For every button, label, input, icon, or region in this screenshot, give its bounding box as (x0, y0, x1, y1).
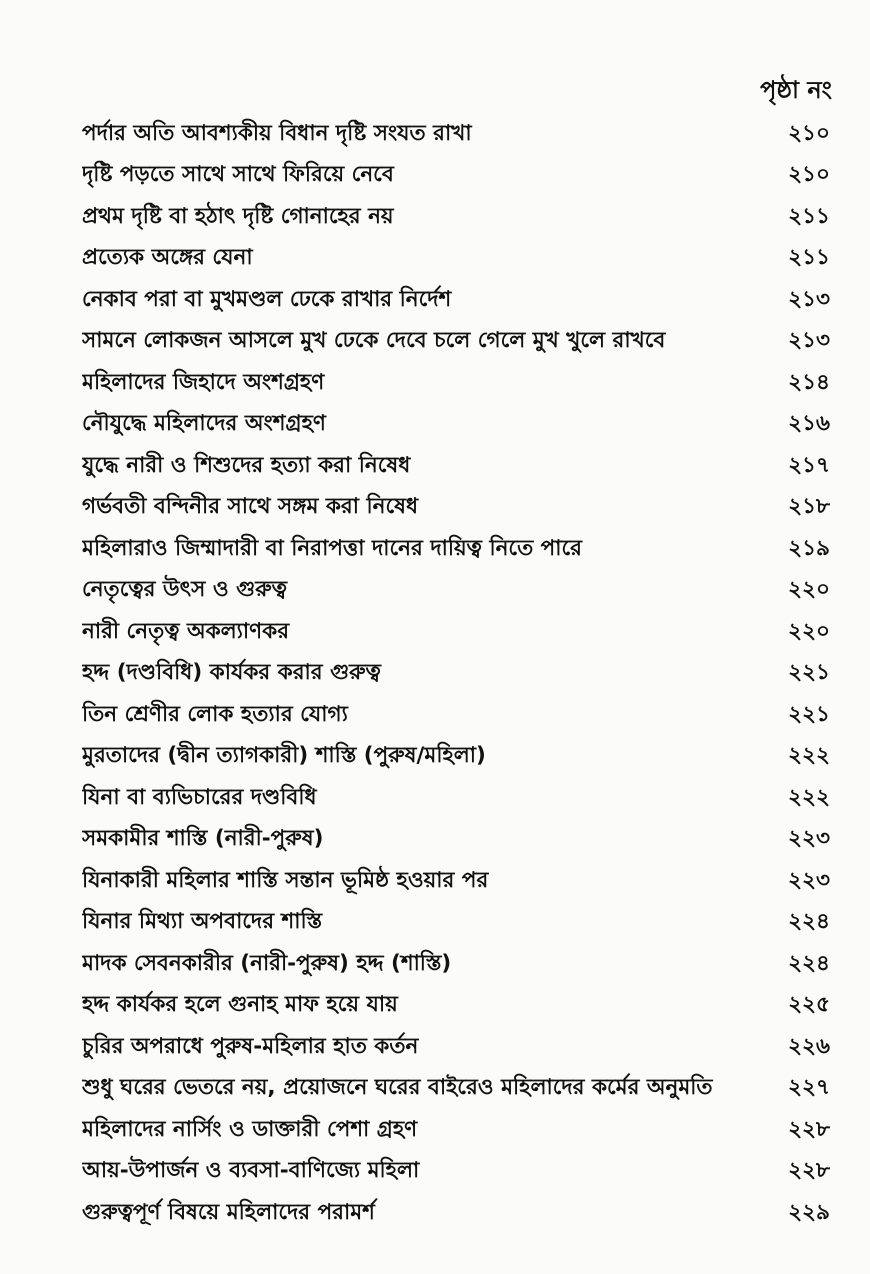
page-number-column-header: পৃষ্ঠা নং (760, 76, 832, 104)
toc-entry-page: ২২৭ (788, 1075, 830, 1101)
toc-row (82, 156, 830, 198)
toc-entry-title: প্রথম দৃষ্টি বা হঠাৎ দৃষ্টি গোনাহের নয় (82, 203, 394, 229)
toc-entry-title: যিনাকারী মহিলার শাস্তি সন্তান ভূমিষ্ঠ হওয়ার পর (82, 867, 489, 893)
toc-row (82, 612, 830, 654)
toc-entry-title: গর্ভবতী বন্দিনীর সাথে সঙ্গম করা নিষেধ (82, 494, 418, 520)
toc-entry-page: ২১৩ (788, 286, 830, 312)
toc-entry-title: মহিলাদের নার্সিং ও ডাক্তারী পেশা গ্রহণ (82, 1116, 418, 1142)
toc-entry-title: মহিলাদের জিহাদে অংশগ্রহণ (82, 369, 325, 395)
toc-row (82, 737, 830, 779)
toc-row (82, 322, 830, 364)
toc-entry-title: নেতৃত্বের উৎস ও গুরুত্ব (82, 577, 288, 603)
toc-row (82, 1152, 830, 1194)
toc-row (82, 197, 830, 239)
toc-entry-page: ২২০ (788, 577, 830, 603)
toc-entry-page: ২১৬ (788, 411, 830, 437)
toc-row (82, 695, 830, 737)
toc-entry-title: সামনে লোকজন আসলে মুখ ঢেকে দেবে চলে গেলে মুখ খুলে রাখবে (82, 328, 666, 354)
toc-row (82, 1069, 830, 1111)
toc-entry-page: ২২০ (788, 618, 830, 644)
toc-entry-title: চুরির অপরাধে পুরুষ-মহিলার হাত কর্তন (82, 1033, 419, 1059)
toc-row (82, 1110, 830, 1152)
toc-entry-page: ২২৬ (788, 1033, 830, 1059)
toc-entry-title: নারী নেতৃত্ব অকল্যাণকর (82, 618, 290, 644)
toc-entry-title: নৌযুদ্ধে মহিলাদের অংশগ্রহণ (82, 411, 326, 437)
toc-entry-title: মহিলারাও জিম্মাদারী বা নিরাপত্তা দানের দায়িত্ব নিতে পারে (82, 535, 582, 561)
toc-entry-title: দৃষ্টি পড়তে সাথে সাথে ফিরিয়ে নেবে (82, 162, 394, 188)
toc-entry-page: ২২২ (788, 784, 830, 810)
toc-entry-page: ২১৮ (788, 494, 830, 520)
toc-row (82, 903, 830, 945)
toc-entry-title: যিনা বা ব্যভিচারের দণ্ডবিধি (82, 784, 317, 810)
toc-row (82, 861, 830, 903)
toc-entry-title: গুরুত্বপূর্ণ বিষয়ে মহিলাদের পরামর্শ (82, 1199, 375, 1225)
toc-row (82, 405, 830, 447)
toc-entry-page: ২২২ (788, 743, 830, 769)
toc-entry-title: হদ্দ কার্যকর হলে গুনাহ মাফ হয়ে যায় (82, 992, 398, 1018)
toc-entry-title: শুধু ঘরের ভেতরে নয়, প্রয়োজনে ঘরের বাইরেও মহিলাদের কর্মের অনুমতি (82, 1075, 713, 1101)
toc-row (82, 654, 830, 696)
toc-entry-title: পর্দার অতি আবশ্যকীয় বিধান দৃষ্টি সংযত রাখা (82, 120, 472, 146)
toc-row (82, 778, 830, 820)
toc-entry-page: ২১১ (788, 245, 830, 271)
toc-entry-title: যিনার মিথ্যা অপবাদের শাস্তি (82, 909, 323, 935)
toc-entry-page: ২২১ (788, 660, 830, 686)
toc-row (82, 571, 830, 613)
toc-row (82, 239, 830, 281)
toc-entry-page: ২২৩ (788, 867, 830, 893)
toc-row (82, 114, 830, 156)
toc-entry-page: ২১৭ (788, 452, 830, 478)
toc-row (82, 1027, 830, 1069)
toc-row (82, 529, 830, 571)
toc-row (82, 488, 830, 530)
toc-entry-page: ২২৮ (788, 1158, 830, 1184)
table-of-contents (82, 114, 830, 1235)
toc-entry-title: হদ্দ (দণ্ডবিধি) কার্যকর করার গুরুত্ব (82, 660, 381, 686)
toc-entry-title: নেকাব পরা বা মুখমণ্ডল ঢেকে রাখার নির্দেশ (82, 286, 452, 312)
toc-entry-title: প্রত্যেক অঙ্গের যেনা (82, 245, 253, 271)
toc-entry-page: ২২৩ (788, 826, 830, 852)
toc-entry-title: যুদ্ধে নারী ও শিশুদের হত্যা করা নিষেধ (82, 452, 411, 478)
toc-entry-page: ২২৮ (788, 1116, 830, 1142)
toc-row (82, 446, 830, 488)
toc-entry-page: ২১৪ (788, 369, 830, 395)
toc-row (82, 280, 830, 322)
toc-row (82, 944, 830, 986)
toc-entry-page: ২২৯ (788, 1199, 830, 1225)
toc-entry-page: ২২৫ (788, 992, 830, 1018)
toc-entry-title: তিন শ্রেণীর লোক হত্যার যোগ্য (82, 701, 348, 727)
toc-entry-title: সমকামীর শাস্তি (নারী-পুরুষ) (82, 826, 324, 852)
toc-entry-page: ২২১ (788, 701, 830, 727)
toc-entry-page: ২১৩ (788, 328, 830, 354)
toc-row (82, 986, 830, 1028)
toc-entry-page: ২২৪ (788, 909, 830, 935)
toc-entry-title: আয়-উপার্জন ও ব্যবসা-বাণিজ্যে মহিলা (82, 1158, 420, 1184)
toc-entry-page: ২১৯ (788, 535, 830, 561)
toc-entry-title: মাদক সেবনকারীর (নারী-পুরুষ) হদ্দ (শাস্তি) (82, 950, 452, 976)
toc-row (82, 820, 830, 862)
toc-entry-page: ২১০ (788, 120, 830, 146)
toc-row (82, 1193, 830, 1235)
toc-entry-title: মুরতাদের (দ্বীন ত্যাগকারী) শাস্তি (পুরুষ/মহিলা) (82, 743, 486, 769)
toc-entry-page: ২১০ (788, 162, 830, 188)
toc-entry-page: ২১১ (788, 203, 830, 229)
toc-row (82, 363, 830, 405)
toc-entry-page: ২২৪ (788, 950, 830, 976)
